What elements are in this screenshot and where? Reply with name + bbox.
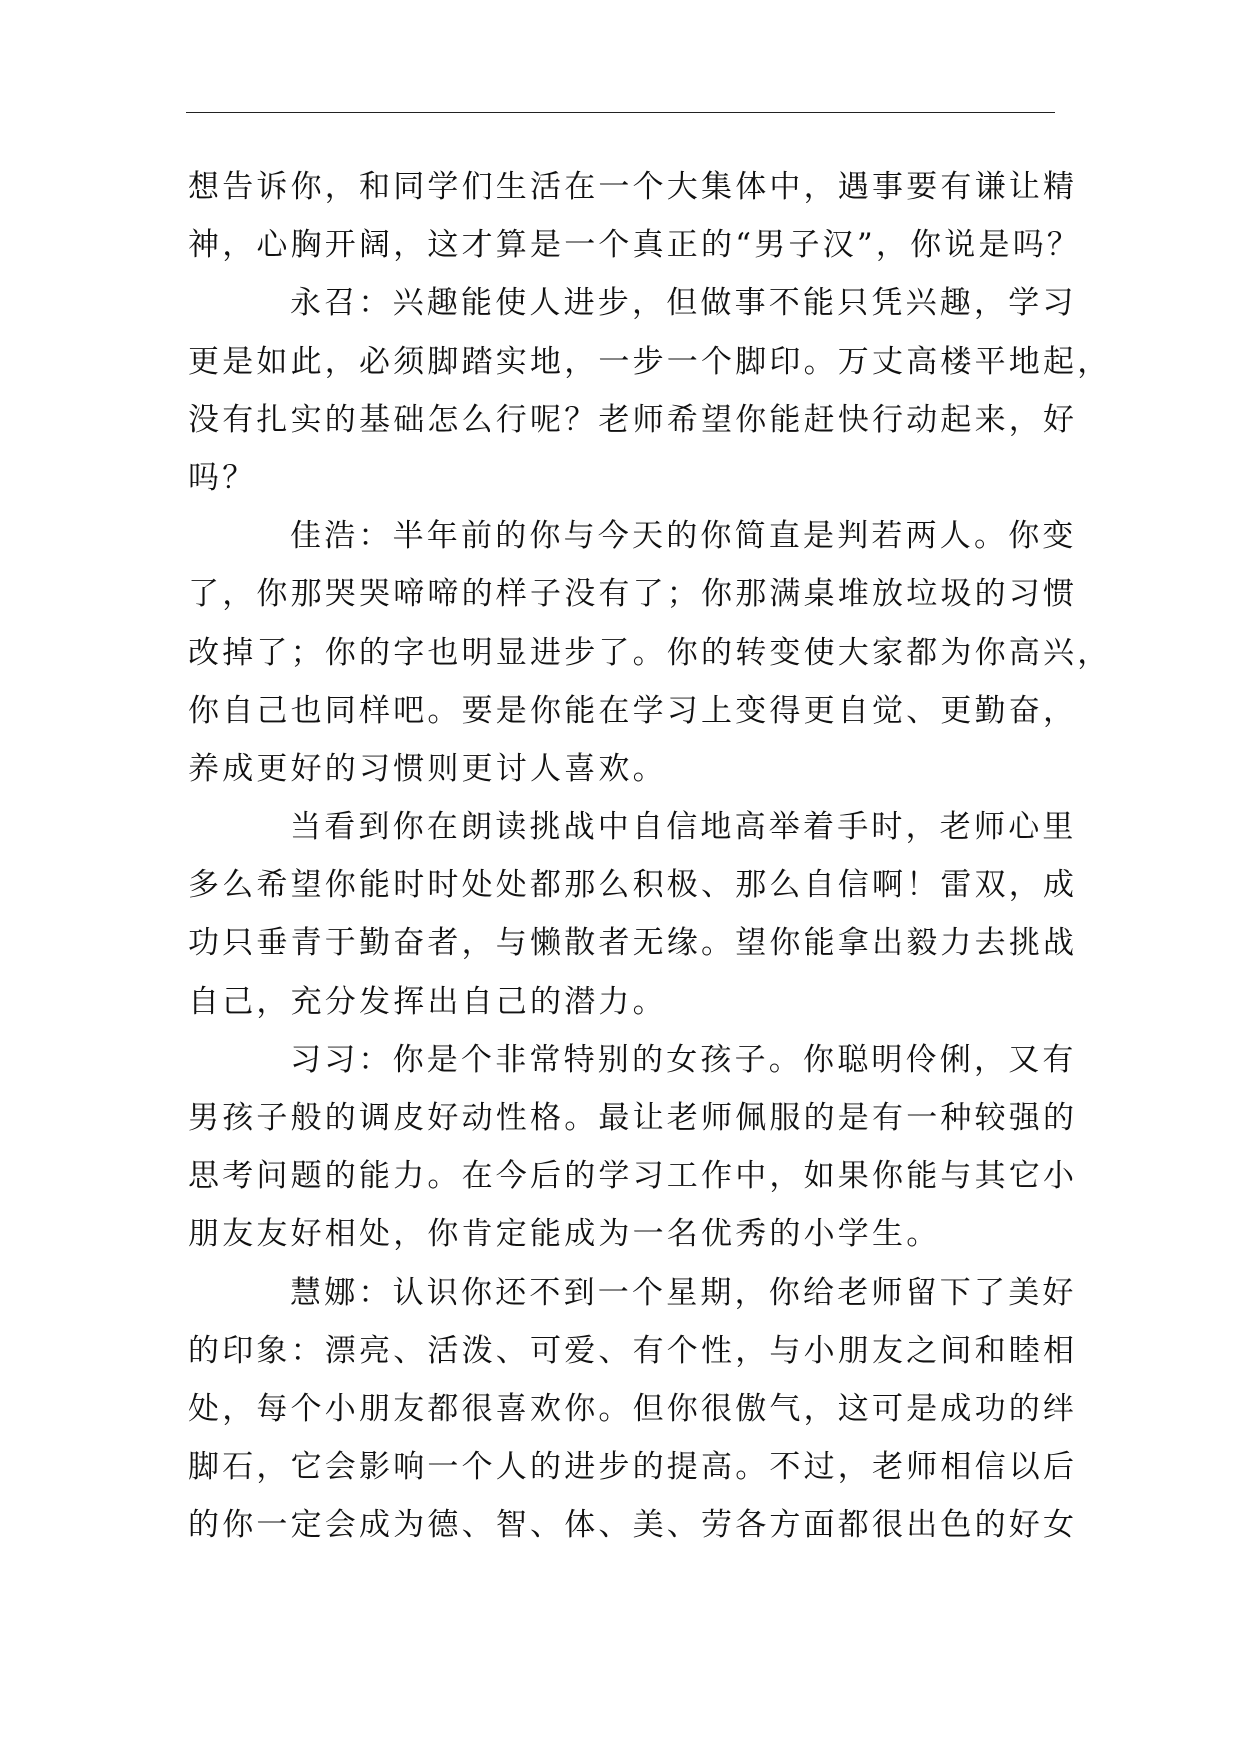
text-line: 功只垂青于勤奋者，与懒散者无缘。望你能拿出毅力去挑战 [188,925,1078,962]
paragraph-start-line: 慧娜：认识你还不到一个星期，你给老师留下了美好 [290,1274,1077,1311]
text-line: 男孩子般的调皮好动性格。最让老师佩服的是有一种较强的 [188,1100,1078,1136]
text-line: 思考问题的能力。在今后的学习工作中，如果你能与其它小 [188,1158,1078,1195]
paragraph-start-line: 当看到你在朗读挑战中自信地高举着手时，老师心里 [290,809,1077,846]
paragraph-start-line: 习习：你是个非常特别的女孩子。你聪明伶俐，又有 [290,1041,1077,1078]
text-line: 想告诉你，和同学们生活在一个大集体中，遇事要有谦让精 [188,169,1078,205]
text-line: 更是如此，必须脚踏实地，一步一个脚印。万丈高楼平地起， [188,343,1112,380]
text-line: 神，心胸开阔，这才算是一个真正的“男子汉”，你说是吗？ [188,227,1082,264]
text-line: 的印象：漂亮、活泼、可爱、有个性，与小朋友之间和睦相 [188,1332,1078,1369]
text-line: 处，每个小朋友都很喜欢你。但你很傲气，这可是成功的绊 [188,1390,1078,1427]
document-body [188,158,1112,1555]
text-line: 了，你那哭哭啼啼的样子没有了；你那满桌堆放垃圾的习惯 [188,576,1078,613]
text-line: 多么希望你能时时处处都那么积极、那么自信啊！雷双，成 [188,867,1078,904]
text-line: 朋友友好相处，你肯定能成为一名优秀的小学生。 [188,1216,941,1253]
text-line: 没有扎实的基础怎么行呢？老师希望你能赶快行动起来，好 [188,401,1078,438]
text-line: 养成更好的习惯则更讨人喜欢。 [188,750,667,787]
text-line: 脚石，它会影响一个人的进步的提高。不过，老师相信以后 [188,1449,1078,1486]
paragraph-start-line: 佳浩：半年前的你与今天的你简直是判若两人。你变 [290,518,1077,555]
text-line: 你自己也同样吧。要是你能在学习上变得更自觉、更勤奋， [188,692,1078,729]
header-rule [186,112,1055,113]
text-line: 吗？ [188,459,257,496]
paragraph-start-line: 永召：兴趣能使人进步，但做事不能只凭兴趣，学习 [290,285,1077,322]
text-line: 改掉了；你的字也明显进步了。你的转变使大家都为你高兴， [188,634,1112,671]
text-line: 自己，充分发挥出自己的潜力。 [188,983,667,1020]
text-line: 的你一定会成为德、智、体、美、劳各方面都很出色的好女 [188,1507,1078,1544]
